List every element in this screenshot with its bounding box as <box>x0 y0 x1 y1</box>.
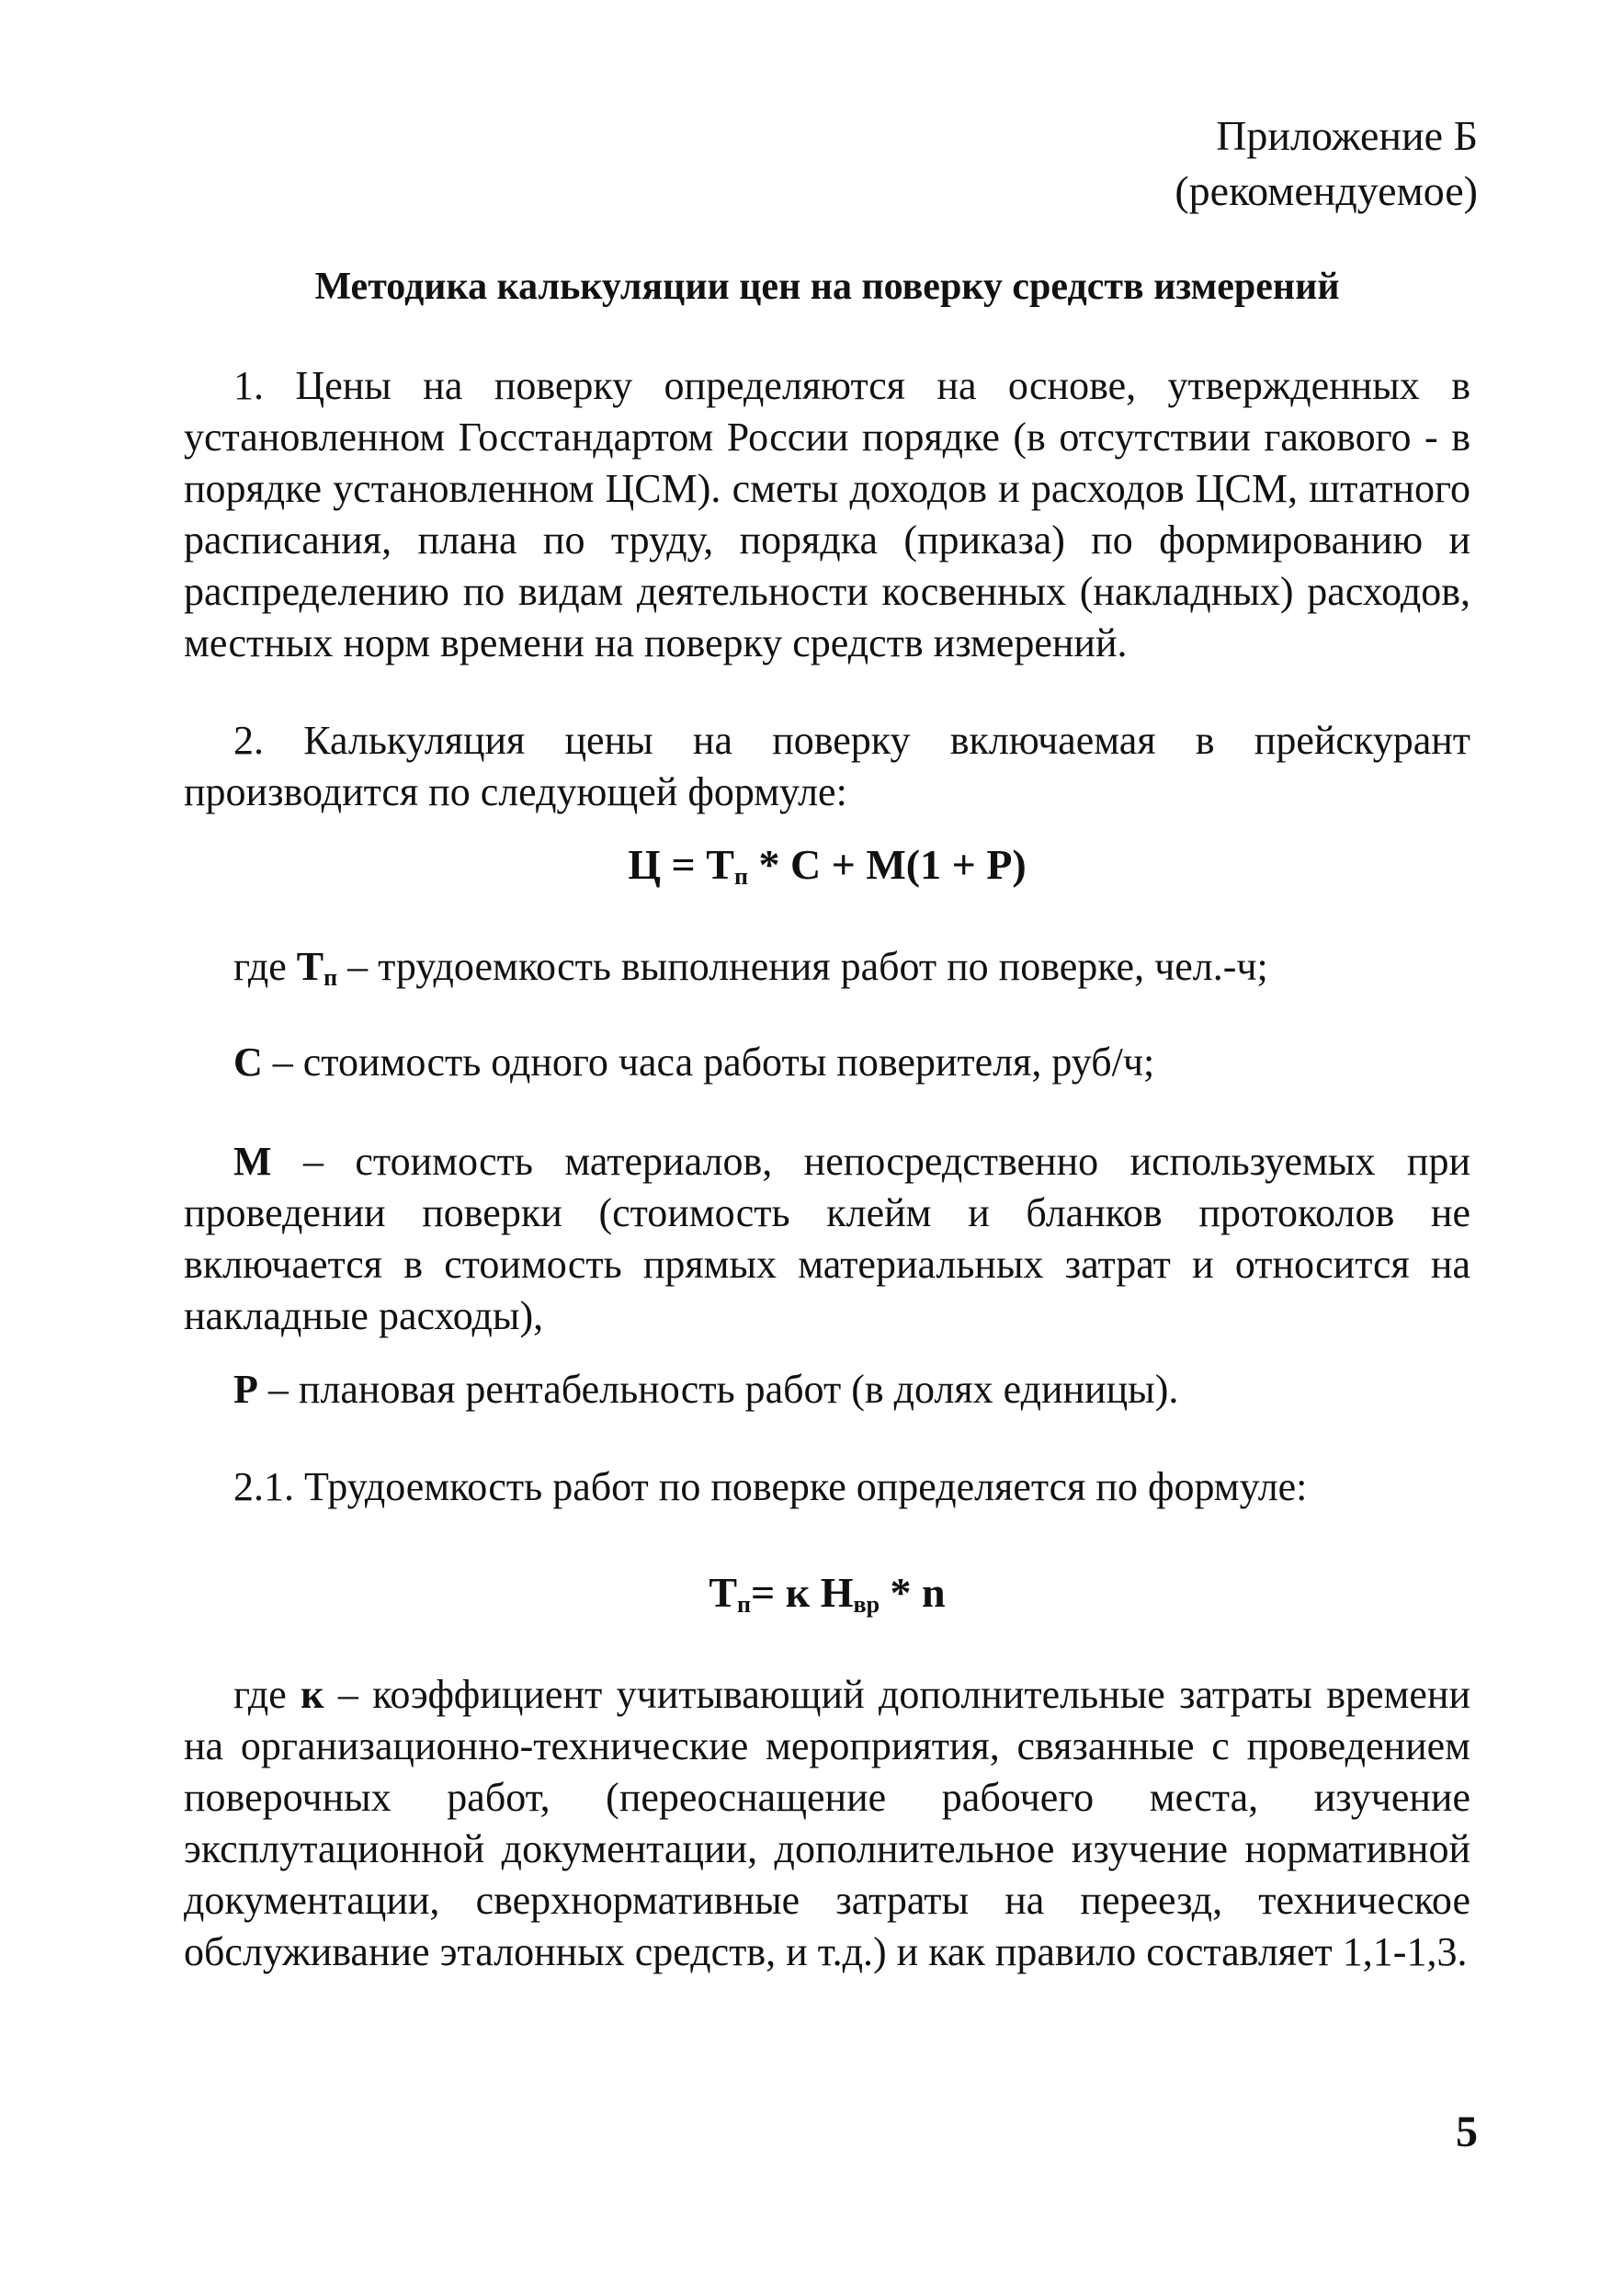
definition-t-symbol: Т <box>296 944 324 989</box>
labor-formula-t: Т <box>709 1569 738 1616</box>
definition-m-symbol: М <box>233 1139 272 1184</box>
page-title: Методика калькуляции цен на поверку средств измерений <box>314 266 1340 308</box>
definition-m-text: – стоимость материалов, непосредственно используемых при проведении поверки (стоимость клейм и бланков протоколов не включается в стоимость прямых материальных затрат и относится на накладные расходы), <box>184 1139 1470 1338</box>
definition-c-text: – стоимость одного часа работы поверителя, руб/ч; <box>262 1040 1155 1085</box>
definition-t-prefix: где <box>233 944 297 989</box>
annex-header <box>1175 108 1478 219</box>
annex-label: Приложение Б <box>1216 112 1478 159</box>
labor-formula <box>184 1568 1470 1619</box>
labor-formula-h-sub: вр <box>853 1591 880 1618</box>
labor-formula-end: * n <box>880 1569 946 1616</box>
definition-t <box>233 941 1470 1004</box>
definition-k-text: – коэффициент учитывающий дополнительные затраты времени на организационно-технические мероприятия, связанные с проведением поверочных работ, (переоснащение рабочего места, изучение эксплутационной документации, дополнительное изучение нормативной документации, сверхнормативные затраты на переезд, техническое обслуживание эталонных средств, и т.д.) и как правило составляет 1,1-1,3. <box>184 1672 1470 1974</box>
price-formula <box>184 840 1470 891</box>
price-formula-lhs: Ц = Т <box>628 841 734 888</box>
definition-p-symbol: Р <box>233 1367 258 1412</box>
labor-formula-mid: = к Н <box>751 1569 854 1616</box>
price-formula-sub: п <box>733 863 748 890</box>
definition-t-text: – трудоемкость выполнения работ по поверке, чел.-ч; <box>337 944 1268 989</box>
definition-p <box>233 1364 1470 1415</box>
definition-k-symbol: к <box>301 1672 324 1717</box>
paragraph-1: 1. Цены на поверку определяются на основе, утвержденных в установленном Госстандартом России порядке (в отсутствии гакового - в порядке установленном ЦСМ). сметы доходов и расходов ЦСМ, штатного расписания, плана по труду, порядка (приказа) по формированию и распределению по видам деятельности косвенных (накладных) расходов, местных норм времени на поверку средств измерений. <box>184 363 1470 665</box>
price-formula-rhs: * С + М(1 + Р) <box>747 841 1027 888</box>
definition-c-symbol: С <box>233 1040 263 1085</box>
definition-k-prefix: где <box>233 1672 301 1717</box>
definition-c <box>233 1037 1470 1088</box>
paragraph-2-1: 2.1. Трудоемкость работ по поверке определяется по формуле: <box>233 1464 1308 1509</box>
paragraph-2: 2. Калькуляция цены на поверку включаемая в прейскурант производится по следующей формуле: <box>184 718 1470 814</box>
definition-p-text: – плановая рентабельность работ (в долях единицы). <box>257 1367 1179 1412</box>
annex-status: (рекомендуемое) <box>1175 167 1478 214</box>
definition-k <box>184 1669 1470 1978</box>
definition-t-sub: п <box>323 964 338 991</box>
page-number: 5 <box>1456 2108 1478 2156</box>
definition-m <box>184 1136 1470 1342</box>
labor-formula-t-sub: п <box>737 1591 752 1618</box>
